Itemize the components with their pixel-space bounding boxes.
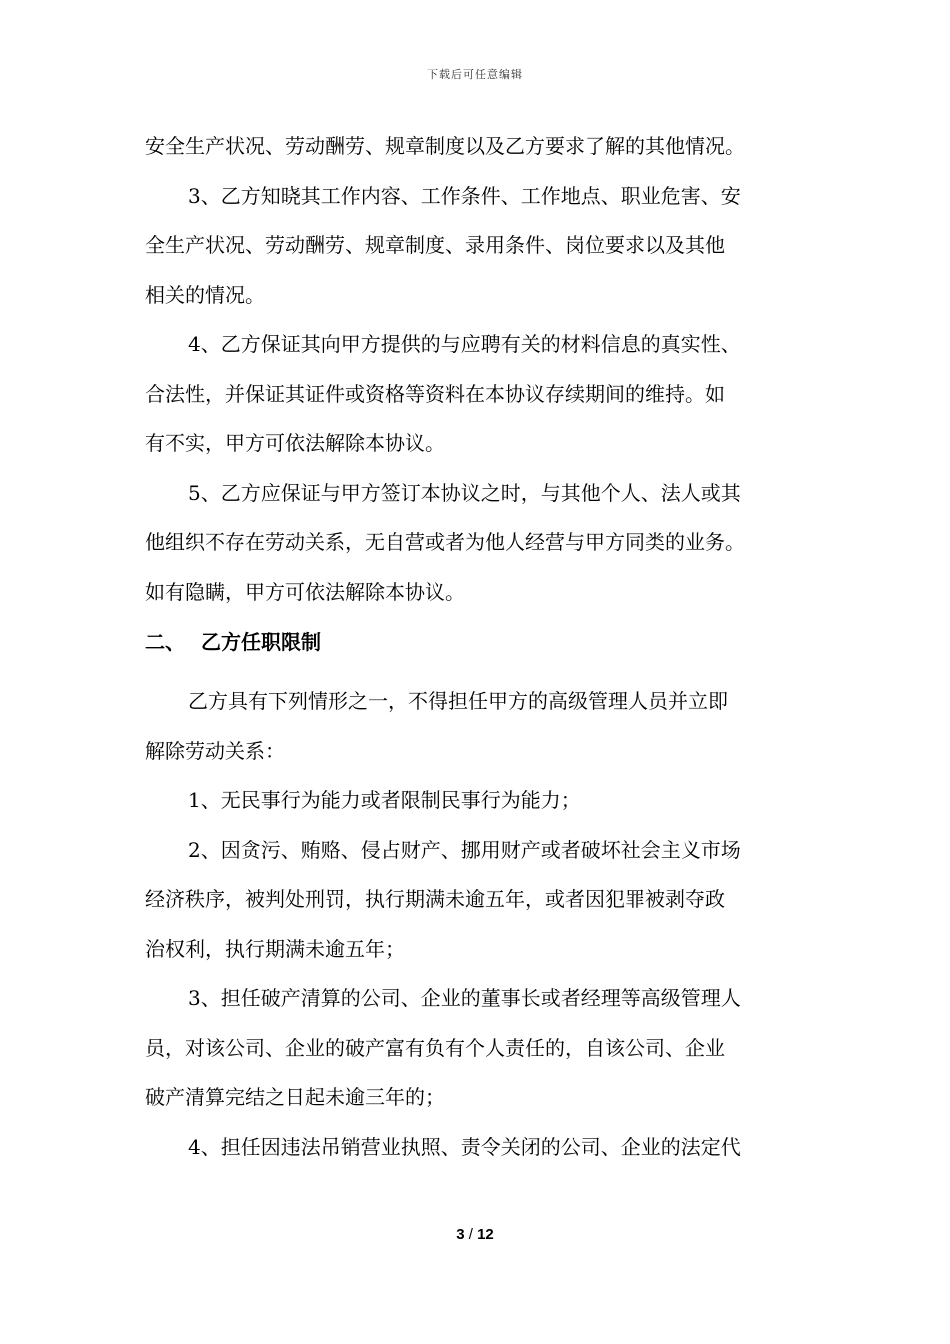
page-separator: / xyxy=(468,1226,473,1243)
paragraph-line: 解除劳动关系： xyxy=(145,738,285,763)
paragraph-line: 乙方具有下列情形之一，不得担任甲方的高级管理人员并立即 xyxy=(188,689,728,713)
page-total: 12 xyxy=(477,1226,494,1243)
paragraph-line: 有不实，甲方可依法解除本协议。 xyxy=(145,431,445,455)
paragraph-line: 员，对该公司、企业的破产富有负有个人责任的，自该公司、企业 xyxy=(145,1035,725,1060)
paragraph-line: 经济秩序，被判处刑罚，执行期满未逾五年，或者因犯罪被剥夺政 xyxy=(145,887,725,911)
page-footer xyxy=(0,1226,950,1243)
paragraph-line: 1、无民事行为能力或者限制民事行为能力； xyxy=(188,788,581,812)
section-title: 乙方任职限制 xyxy=(201,630,321,654)
paragraph-line: 如有隐瞒，甲方可依法解除本协议。 xyxy=(145,579,465,604)
paragraph-line: 他组织不存在劳动关系，无自营或者为他人经营与甲方同类的业务。 xyxy=(145,530,745,554)
paragraph-line: 相关的情况。 xyxy=(145,282,265,307)
paragraph-line: 3、乙方知晓其工作内容、工作条件、工作地点、职业危害、安 xyxy=(188,183,741,208)
paragraph-line: 破产清算完结之日起未逾三年的； xyxy=(145,1085,445,1109)
paragraph-line: 4、担任因违法吊销营业执照、责令关闭的公司、企业的法定代 xyxy=(188,1134,741,1159)
paragraph-line: 全生产状况、劳动酬劳、规章制度、录用条件、岗位要求以及其他 xyxy=(145,233,725,257)
document-body xyxy=(145,122,813,1172)
paragraph-line: 安全生产状况、劳动酬劳、规章制度以及乙方要求了解的其他情况。 xyxy=(145,134,745,158)
paragraph-line: 合法性，并保证其证件或资格等资料在本协议存续期间的维持。如 xyxy=(145,381,725,406)
paragraph-line: 3、担任破产清算的公司、企业的董事长或者经理等高级管理人 xyxy=(188,986,741,1010)
section-number: 二、 xyxy=(145,630,185,654)
section-heading xyxy=(145,617,813,667)
paragraph-line: 2、因贪污、贿赂、侵占财产、挪用财产或者破坏社会主义市场 xyxy=(188,837,741,862)
paragraph-line: 4、乙方保证其向甲方提供的与应聘有关的材料信息的真实性、 xyxy=(188,332,741,356)
page-number: 3 xyxy=(456,1226,465,1243)
page-header: 下载后可任意编辑 xyxy=(427,68,523,81)
paragraph-line: 治权利，执行期满未逾五年； xyxy=(145,936,405,961)
paragraph-line: 5、乙方应保证与甲方签订本协议之时，与其他个人、法人或其 xyxy=(188,480,741,505)
